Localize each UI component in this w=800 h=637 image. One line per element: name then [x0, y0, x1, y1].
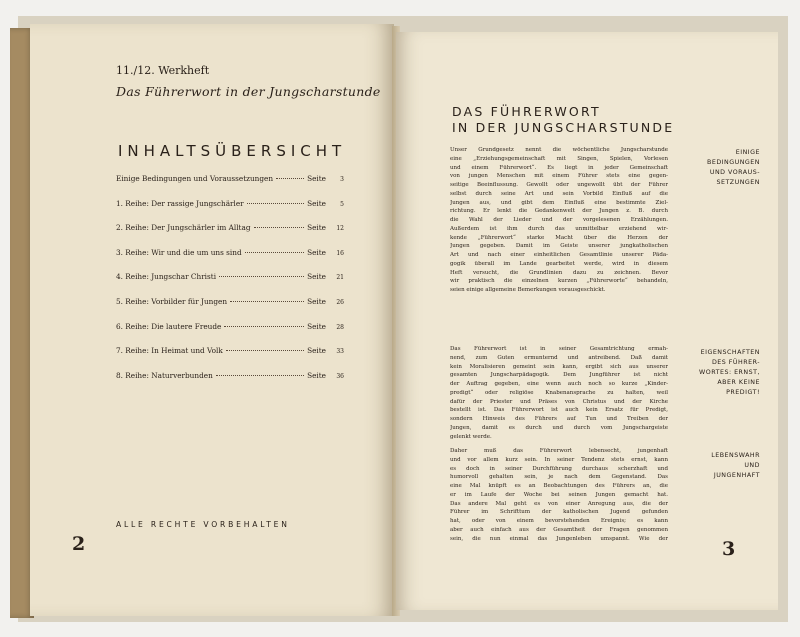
- toc-row: [116, 297, 344, 322]
- text-line: LEBENSWAHR: [711, 452, 760, 459]
- text-line: gogik überall im Lande gearbeitet werde, wird in diesem: [450, 260, 668, 267]
- toc-seite: Seite: [307, 346, 326, 356]
- toc-leader: [254, 227, 305, 228]
- toc-page: 12: [336, 225, 344, 233]
- text-line: PREDIGT!: [726, 389, 760, 396]
- article-title-line2: IN DER JUNGSCHARSTUNDE: [452, 120, 675, 135]
- toc-label: 1. Reihe: Der rassige Jungschärler: [116, 198, 244, 208]
- text-line: Das andere Mal geht es von einer Anregung aus, die der: [450, 500, 668, 507]
- text-line: humorvoll gehalten sein, je nach dem Gegenstand. Das: [450, 474, 668, 481]
- toc-row: [116, 371, 344, 396]
- text-line: sondern Hinweis des Führers auf Tun und Treiben der: [450, 416, 668, 422]
- text-line: richtung. Er lenkt die Gedankenwelt der Jungen z. B. durch: [450, 208, 668, 215]
- paragraph-3: [450, 447, 668, 543]
- toc-row: [116, 199, 344, 224]
- text-line: SETZUNGEN: [716, 179, 760, 186]
- margin-note-conditions: [672, 148, 760, 188]
- text-line: kein Moralisieren gemeint sein kann, ergibt sich aus unserer: [450, 363, 668, 370]
- text-line: seien einige allgemeine Bemerkungen vorausgeschickt.: [450, 287, 606, 293]
- margin-note-lifelike: [672, 451, 760, 481]
- paragraph-1: [450, 146, 668, 295]
- text-line: Unser Grundgesetz nennt die wöchentliche Jungscharstunde: [450, 147, 668, 153]
- text-line: gesamten Jungscharpädagogik. Dem Jungführer ist nicht: [450, 372, 668, 379]
- text-line: ABER KEINE: [717, 379, 760, 386]
- text-line: wir praktisch die einzelnen kurzen „Führerworte“ behandeln,: [450, 278, 668, 285]
- toc-leader: [230, 301, 304, 302]
- text-line: Außerdem ist ihm durch das unmittelbar erziehend wir-: [450, 225, 668, 232]
- toc-seite: Seite: [307, 296, 326, 306]
- text-line: es doch in seiner Durchführung durchaus scherzhaft und: [450, 465, 668, 472]
- text-line: UND VORAUS-: [709, 169, 760, 176]
- table-of-contents: [116, 174, 344, 395]
- text-line: seitige Beeinflussung. Gewollt oder ungewollt übt der Führer: [450, 182, 668, 188]
- text-line: Führer im Schrifttum der katholischen Jugend gefunden: [450, 509, 668, 516]
- werkheft-number: 11./12. Werkheft: [116, 64, 210, 77]
- toc-leader: [219, 276, 304, 277]
- text-line: bestellt ist. Das Führerwort ist auch kein Ersatz für Predigt,: [450, 407, 668, 414]
- text-line: Daher muß das Führerwort lebensecht, jungenhaft: [450, 448, 668, 454]
- toc-label: 8. Reihe: Naturverbunden: [116, 370, 213, 380]
- text-line: und vor allem kurz sein. In seiner Tendenz stets ernst, kann: [450, 456, 668, 463]
- toc-leader: [276, 178, 304, 179]
- toc-seite: Seite: [307, 272, 326, 282]
- toc-row: [116, 223, 344, 248]
- text-line: dafür der Priester und Präses von Christus und der Kirche: [450, 398, 668, 405]
- toc-label: 6. Reihe: Die lautere Freude: [116, 321, 222, 331]
- text-line: EIGENSCHAFTEN: [700, 349, 760, 356]
- rights-notice: ALLE RECHTE VORBEHALTEN: [116, 520, 290, 529]
- text-line: nend, zum Guten ermunternd und antreibend. Daß damit: [450, 354, 668, 361]
- text-line: und einem Führerwort“. Es liegt in jeder Gemeinschaft: [450, 164, 668, 171]
- toc-leader: [247, 203, 304, 204]
- text-line: Jungen gegeben. Damit im Geiste unserer jungkatholischen: [450, 243, 668, 250]
- toc-seite: Seite: [307, 223, 326, 233]
- text-line: eine „Erziehungsgemeinschaft mit Singen, Spielen, Vorlesen: [450, 155, 668, 162]
- toc-seite: Seite: [307, 370, 326, 380]
- text-line: er im Laufe der Woche bei seinen Jungen gemacht hat.: [450, 491, 668, 498]
- text-line: gelenkt werde.: [450, 433, 492, 440]
- text-line: EINIGE: [735, 149, 760, 156]
- text-line: JUNGENHAFT: [713, 472, 760, 479]
- text-line: selbst durch seine Art und sein Vorbild Einfluß auf die: [450, 190, 668, 197]
- toc-label: 3. Reihe: Wir und die um uns sind: [116, 247, 242, 257]
- text-line: Heft versucht, die Grundlinien dazu zu zeichnen. Bevor: [450, 269, 668, 276]
- paragraph-2: [450, 345, 668, 441]
- page-number-left: 2: [72, 533, 86, 555]
- toc-label: Einige Bedingungen und Voraussetzungen: [116, 174, 274, 183]
- toc-page: 3: [340, 176, 344, 183]
- toc-leader: [245, 252, 304, 253]
- text-line: Art und nach einer einheitlichen Gesamtlinie unserer Päda-: [450, 252, 668, 258]
- text-line: die Wahl der Lieder und der vorgelesenen Erzählungen.: [450, 217, 668, 223]
- booklet-subtitle: Das Führerwort in der Jungscharstunde: [116, 84, 381, 99]
- text-line: eine Mal knüpft es an Beobachtungen des Führers an, die: [450, 483, 668, 489]
- text-line: aber auch einfach aus der Gesamtheit der Fragen genommen: [450, 526, 668, 533]
- toc-row: [116, 174, 344, 199]
- toc-label: 4. Reihe: Jungschar Christi: [116, 272, 217, 282]
- text-line: DES FÜHRER-: [711, 359, 760, 366]
- toc-row: [116, 248, 344, 273]
- text-line: Jungen, damit es durch und durch vom Jungschargeiste: [450, 424, 668, 431]
- toc-label: 5. Reihe: Vorbilder für Jungen: [116, 296, 228, 306]
- text-line: Das Führerwort ist in seiner Gesamtrichtung ermah-: [450, 346, 668, 352]
- text-line: sein, die nun einmal das Jungenleben umspannt. Wie der: [450, 535, 668, 542]
- toc-row: [116, 272, 344, 297]
- text-line: WORTES: ERNST,: [699, 369, 760, 376]
- toc-leader: [226, 350, 304, 351]
- toc-seite: Seite: [307, 174, 326, 183]
- toc-row: [116, 322, 344, 347]
- toc-page: 16: [336, 249, 344, 257]
- margin-note-properties: [672, 348, 760, 398]
- toc-leader: [216, 375, 304, 376]
- toc-page: 33: [336, 348, 344, 356]
- toc-seite: Seite: [307, 247, 326, 257]
- toc-label: 7. Reihe: In Heimat und Volk: [116, 346, 223, 356]
- toc-page: 5: [340, 200, 344, 208]
- toc-page: 36: [336, 372, 344, 380]
- text-line: Jungen aus, und gibt dem Einfluß eine bestimmte Ziel-: [450, 199, 668, 206]
- toc-page: 28: [336, 323, 344, 331]
- text-line: von jungen Menschen mit einem Führer stets eine gegen-: [450, 173, 668, 180]
- toc-seite: Seite: [307, 198, 326, 208]
- toc-page: 26: [336, 298, 344, 306]
- text-line: hat, oder von einem bevorstehenden Ereignis; es kann: [450, 518, 668, 524]
- toc-leader: [224, 326, 304, 327]
- toc-row: [116, 346, 344, 371]
- article-title-line1: DAS FÜHRERWORT: [452, 104, 601, 119]
- toc-label: 2. Reihe: Der Jungschärler im Alltag: [116, 223, 251, 233]
- text-line: kende „Führerwort“ starke Macht über die Herzen der: [450, 234, 668, 241]
- text-line: UND: [744, 462, 760, 469]
- text-line: BEDINGUNGEN: [707, 159, 760, 166]
- toc-page: 21: [336, 274, 344, 282]
- page-number-right: 3: [722, 538, 736, 560]
- text-line: predigt“ oder religiöse Knabenansprache zu halten, weil: [450, 389, 668, 396]
- text-line: der Auftrag gegeben, eine wenn auch noch so kurze „Kinder-: [450, 381, 668, 387]
- toc-title: INHALTSÜBERSICHT: [118, 142, 347, 160]
- toc-seite: Seite: [307, 321, 326, 331]
